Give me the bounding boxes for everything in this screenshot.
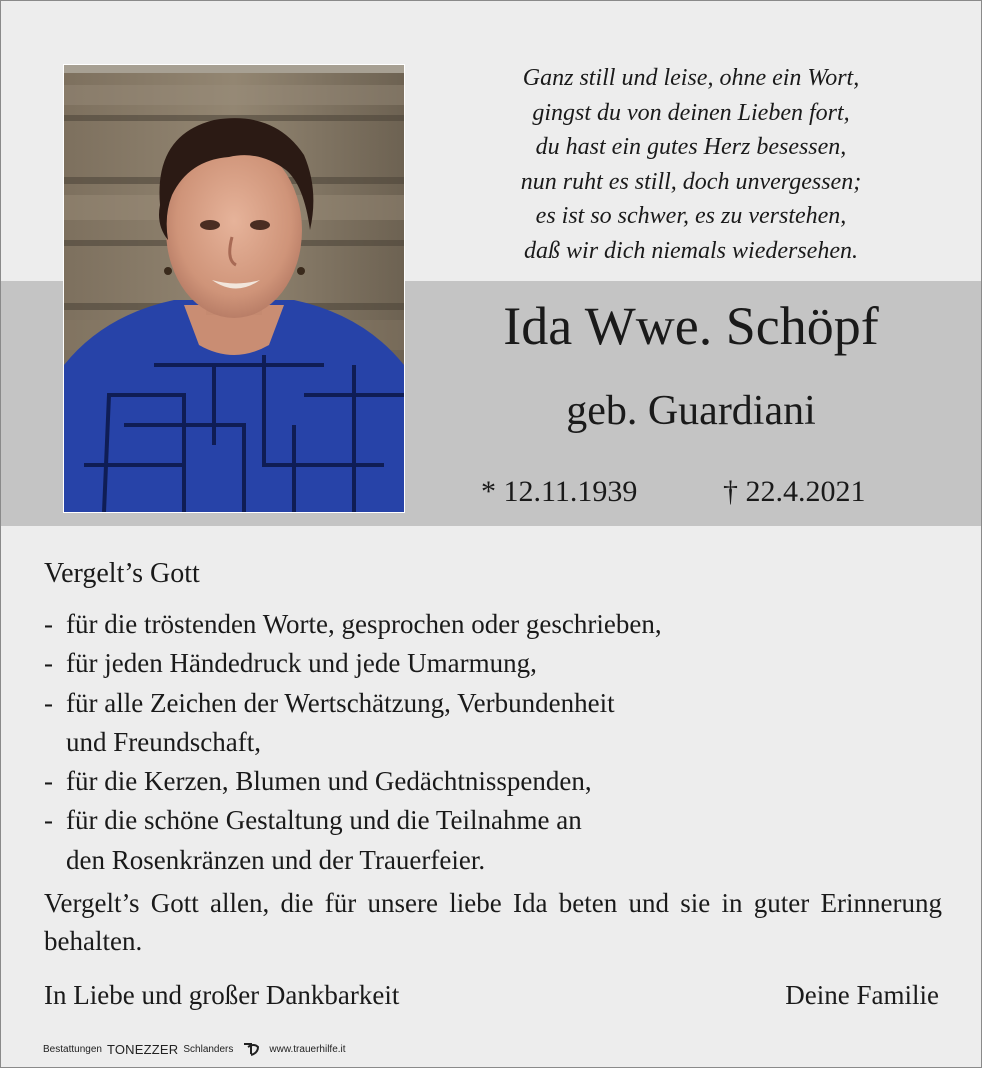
trauerhilfe-logo-icon <box>242 1041 260 1057</box>
birth-date: * 12.11.1939 <box>481 475 638 508</box>
portrait-photo <box>63 64 405 513</box>
list-item <box>44 644 662 683</box>
list-item <box>44 801 662 880</box>
signoff-left: In Liebe und großer Dankbarkeit <box>44 980 400 1010</box>
closing-text: Vergelt’s Gott allen, die für unsere liebe Ida beten und sie in guter Erinnerung behalten. <box>44 888 942 956</box>
poem-line: daß wir dich niemals wiedersehen. <box>524 237 858 264</box>
list-dash: - <box>44 648 53 679</box>
footer-website[interactable]: www.trauerhilfe.it <box>269 1043 346 1055</box>
footer-brand: TONEZZER <box>106 1041 179 1057</box>
footer-prefix: Bestattungen <box>43 1043 102 1055</box>
deceased-name: Ida Wwe. Schöpf <box>503 296 879 356</box>
memorial-poem <box>426 61 956 268</box>
list-item <box>44 605 662 644</box>
poem-line: gingst du von deinen Lieben fort, <box>532 99 850 126</box>
list-dash: - <box>44 766 53 797</box>
poem-line: du hast ein gutes Herz besessen, <box>535 134 847 160</box>
thanks-list <box>44 605 662 880</box>
list-item-text: für alle Zeichen der Wertschätzung, Verbundenheit und Freundschaft, <box>66 687 615 757</box>
list-dash: - <box>44 687 53 718</box>
list-dash: - <box>44 805 53 836</box>
list-item-text: für die tröstenden Worte, gesprochen oder geschrieben, <box>66 609 662 639</box>
list-item <box>44 684 662 763</box>
signoff-family: Deine Familie <box>785 980 939 1010</box>
footer-location: Schlanders <box>183 1043 234 1055</box>
poem-line: Ganz still und leise, ohne ein Wort, <box>522 65 860 91</box>
funeral-home-footer <box>43 1039 346 1059</box>
list-item-text: für die schöne Gestaltung und die Teilnahme an den Rosenkränzen und der Trauerfeier. <box>66 805 582 875</box>
poem-line: es ist so schwer, es zu verstehen, <box>535 203 847 229</box>
thanks-heading: Vergelt’s Gott <box>44 558 200 589</box>
poem-line: nun ruht es still, doch unvergessen; <box>520 168 862 195</box>
list-item-text: für jeden Händedruck und jede Umarmung, <box>66 648 537 679</box>
death-date: † 22.4.2021 <box>723 475 866 508</box>
portrait-image <box>64 65 404 512</box>
list-item-text: für die Kerzen, Blumen und Gedächtnisspenden, <box>66 766 592 797</box>
list-item <box>44 762 662 801</box>
maiden-name: geb. Guardiani <box>566 388 816 434</box>
list-dash: - <box>44 609 53 639</box>
